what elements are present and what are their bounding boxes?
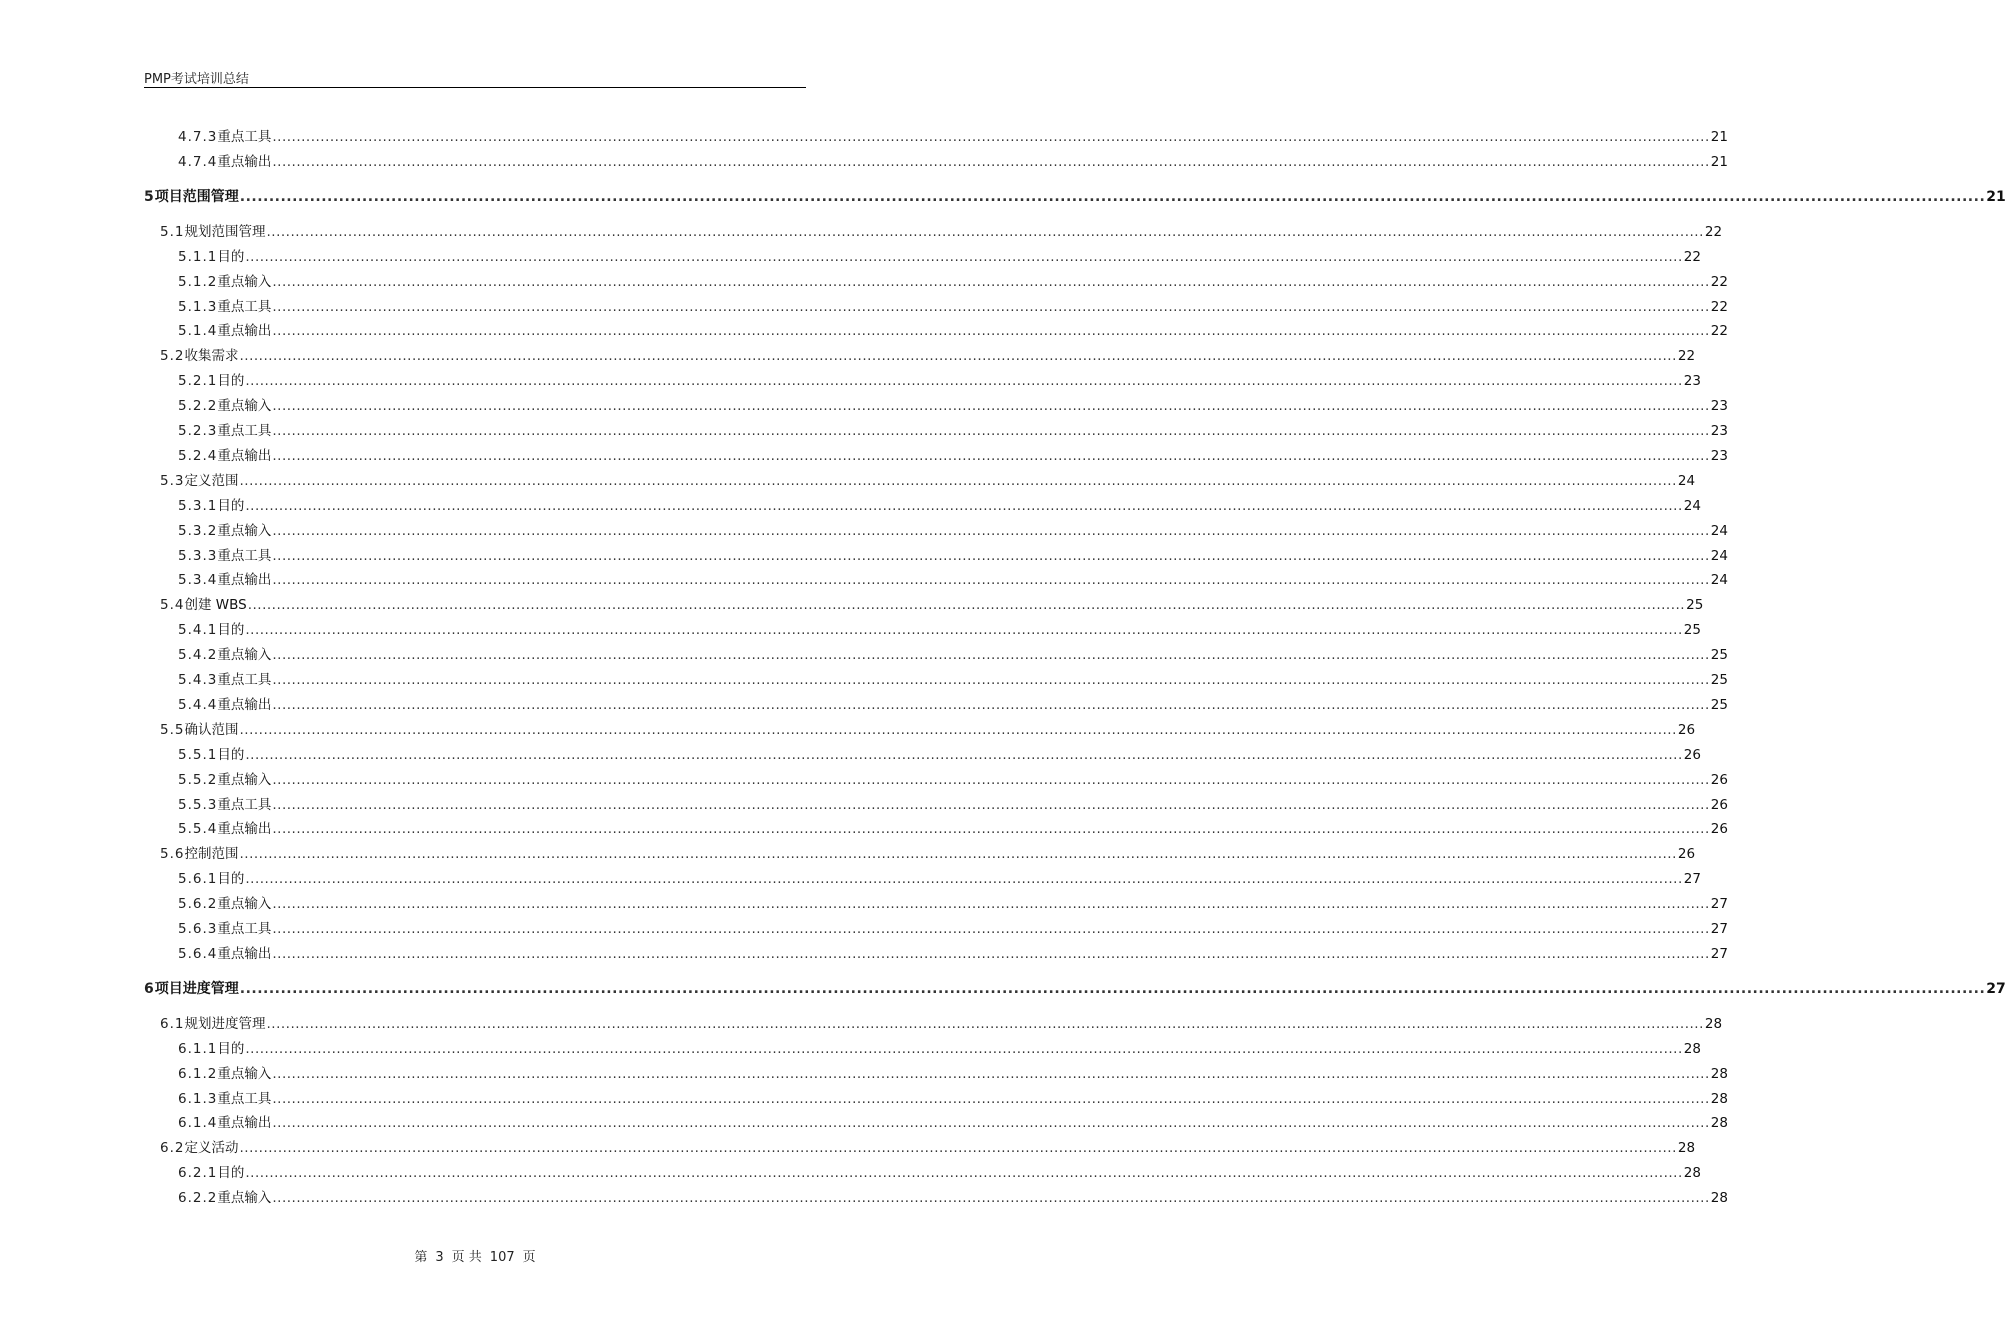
- toc-entry[interactable]: [0, 1089, 1728, 1109]
- toc-entry-title: 重点工具: [217, 547, 272, 564]
- toc-entry[interactable]: [0, 1014, 1723, 1034]
- toc-entry-page: 22: [1710, 323, 1728, 340]
- toc-dot-leader: ............................................................................................................................................................................................................................................................................................................: [272, 547, 1710, 564]
- toc-entry-number: 5.5.3: [178, 796, 218, 813]
- toc-entry[interactable]: [0, 222, 1723, 242]
- toc-dot-leader: ............................................................................................................................................................................................................................................................................................................: [247, 597, 1686, 614]
- toc-entry-title: 收集需求: [184, 348, 239, 365]
- toc-entry[interactable]: [0, 620, 1701, 640]
- toc-entry-number: 5.6.3: [178, 921, 218, 937]
- toc-entry-title: 重点输出: [217, 447, 272, 464]
- toc-entry[interactable]: [0, 670, 1728, 690]
- toc-entry[interactable]: [0, 421, 1728, 441]
- toc-entry[interactable]: [0, 894, 1728, 914]
- toc-dot-leader: ............................................................................................................................................................................................................................................................................................................: [245, 497, 1683, 514]
- toc-entry-page: 22: [1710, 273, 1728, 290]
- toc-dot-leader: ............................................................................................................................................................................................................................................................................................................: [272, 423, 1710, 439]
- toc-entry-title: 重点输出: [217, 696, 272, 713]
- toc-dot-leader: ............................................................................................................................................................................................................................................................................................................: [272, 1090, 1710, 1107]
- toc-entry-number: 5.3.2: [178, 522, 218, 539]
- footer-middle: 页 共: [451, 1250, 482, 1265]
- toc-entry-number: 6.1.1: [178, 1040, 218, 1057]
- toc-entry[interactable]: [0, 471, 1696, 491]
- toc-entry[interactable]: [0, 1064, 1728, 1084]
- toc-dot-leader: ............................................................................................................................................................................................................................................................................................................: [245, 871, 1683, 888]
- toc-dot-leader: ............................................................................................................................................................................................................................................................................................................: [272, 129, 1710, 145]
- toc-entry-page: 27: [1986, 980, 2006, 997]
- toc-entry[interactable]: [0, 371, 1701, 391]
- toc-entry-page: 22: [1683, 248, 1701, 265]
- toc-entry-title: 规划范围管理: [184, 223, 266, 240]
- toc-dot-leader: ............................................................................................................................................................................................................................................................................................................: [245, 1040, 1683, 1057]
- toc-entry-title: 重点输出: [217, 572, 272, 589]
- toc-entry-page: 24: [1710, 572, 1728, 589]
- toc-entry[interactable]: [0, 546, 1728, 566]
- toc-entry-title: 重点输入: [217, 1065, 272, 1082]
- toc-dot-leader: ............................................................................................................................................................................................................................................................................................................: [266, 223, 1704, 240]
- toc-entry[interactable]: [0, 346, 1696, 366]
- toc-entry-number: 6: [144, 980, 155, 997]
- toc-entry-page: 28: [1710, 1065, 1728, 1082]
- toc-entry-title: 目的: [217, 746, 245, 763]
- toc-entry[interactable]: [0, 979, 2006, 999]
- header-divider: [144, 87, 806, 88]
- toc-entry-number: 5.4.3: [178, 672, 218, 688]
- toc-entry-number: 6.1.4: [178, 1115, 218, 1132]
- toc-entry-title: 重点输入: [217, 398, 272, 415]
- toc-entry-number: 6.2: [160, 1140, 185, 1157]
- toc-entry-page: 21: [1986, 188, 2006, 205]
- toc-entry-title: 项目进度管理: [154, 980, 239, 997]
- toc-entry-page: 26: [1677, 721, 1696, 738]
- toc-dot-leader: ............................................................................................................................................................................................................................................................................................................: [272, 672, 1710, 688]
- toc-dot-leader: ............................................................................................................................................................................................................................................................................................................: [272, 323, 1710, 340]
- toc-dot-leader: ............................................................................................................................................................................................................................................................................................................: [245, 1165, 1683, 1182]
- toc-dot-leader: ............................................................................................................................................................................................................................................................................................................: [245, 373, 1683, 390]
- toc-entry-title: 目的: [217, 1165, 245, 1182]
- toc-entry-number: 5.1.1: [178, 248, 218, 265]
- toc-entry-page: 22: [1710, 298, 1728, 315]
- toc-dot-leader: ............................................................................................................................................................................................................................................................................................................: [272, 1065, 1710, 1082]
- toc-entry-page: 25: [1710, 647, 1728, 664]
- header-title: PMP考试培训总结: [144, 72, 249, 87]
- toc-entry[interactable]: [0, 595, 1704, 615]
- toc-entry-title: 重点工具: [217, 921, 272, 937]
- toc-entry[interactable]: [0, 321, 1728, 341]
- toc-entry-title: 定义范围: [184, 472, 239, 489]
- toc-entry-title: 重点工具: [217, 672, 272, 688]
- toc-entry-page: 23: [1710, 423, 1728, 439]
- toc-entry-page: 22: [1677, 348, 1696, 365]
- toc-dot-leader: ............................................................................................................................................................................................................................................................................................................: [272, 821, 1710, 838]
- toc-entry-title: 重点输出: [217, 945, 272, 962]
- toc-entry-title: 重点输出: [217, 323, 272, 340]
- toc-entry-title: 目的: [217, 248, 245, 265]
- toc-entry[interactable]: [0, 720, 1696, 740]
- toc-entry[interactable]: [0, 745, 1701, 765]
- toc-entry-page: 27: [1710, 945, 1728, 962]
- toc-dot-leader: ............................................................................................................................................................................................................................................................................................................: [272, 696, 1710, 713]
- toc-entry-number: 4.7.4: [178, 153, 218, 170]
- toc-entry-number: 6.1.2: [178, 1065, 218, 1082]
- toc-entry[interactable]: [0, 645, 1728, 665]
- toc-entry-number: 5.1.2: [178, 273, 218, 290]
- toc-entry-number: 5.6.2: [178, 896, 218, 913]
- toc-entry-page: 27: [1710, 921, 1728, 937]
- toc-entry-page: 25: [1710, 696, 1728, 713]
- toc-dot-leader: ............................................................................................................................................................................................................................................................................................................: [272, 572, 1710, 589]
- toc-entry-number: 5.1: [160, 223, 185, 240]
- toc-entry[interactable]: [0, 127, 1728, 147]
- toc-dot-leader: ............................................................................................................................................................................................................................................................................................................: [245, 622, 1683, 639]
- toc-entry[interactable]: [0, 272, 1728, 292]
- toc-entry[interactable]: [0, 1163, 1701, 1183]
- toc-dot-leader: ............................................................................................................................................................................................................................................................................................................: [239, 980, 1986, 997]
- toc-entry-number: 5.3.1: [178, 497, 218, 514]
- toc-dot-leader: ............................................................................................................................................................................................................................................................................................................: [272, 796, 1710, 813]
- toc-entry-title: 创建 WBS: [184, 597, 247, 614]
- toc-dot-leader: ............................................................................................................................................................................................................................................................................................................: [239, 1140, 1677, 1157]
- toc-entry[interactable]: [0, 152, 1728, 172]
- toc-entry-title: 目的: [217, 622, 245, 639]
- toc-dot-leader: ............................................................................................................................................................................................................................................................................................................: [272, 298, 1710, 315]
- toc-dot-leader: ............................................................................................................................................................................................................................................................................................................: [272, 771, 1710, 788]
- toc-entry-page: 28: [1683, 1165, 1701, 1182]
- toc-entry-number: 5.4.4: [178, 696, 218, 713]
- toc-dot-leader: ............................................................................................................................................................................................................................................................................................................: [239, 188, 1986, 205]
- toc-entry-title: 重点输入: [217, 273, 272, 290]
- toc-entry[interactable]: [0, 819, 1728, 839]
- toc-entry[interactable]: [0, 297, 1728, 317]
- toc-entry[interactable]: [0, 1138, 1696, 1158]
- toc-dot-leader: ............................................................................................................................................................................................................................................................................................................: [272, 896, 1710, 913]
- toc-entry-page: 28: [1704, 1015, 1723, 1032]
- toc-dot-leader: ............................................................................................................................................................................................................................................................................................................: [272, 1190, 1710, 1207]
- toc-entry-title: 重点工具: [217, 423, 272, 439]
- footer-suffix: 页: [522, 1250, 536, 1265]
- toc-entry-page: 27: [1683, 871, 1701, 888]
- toc-entry-number: 5.3.4: [178, 572, 218, 589]
- toc-entry-title: 重点工具: [217, 298, 272, 315]
- toc-dot-leader: ............................................................................................................................................................................................................................................................................................................: [272, 522, 1710, 539]
- toc-entry-number: 5.6.1: [178, 871, 218, 888]
- toc-dot-leader: ............................................................................................................................................................................................................................................................................................................: [245, 746, 1683, 763]
- toc-entry-number: 5.5.4: [178, 821, 218, 838]
- toc-entry-page: 28: [1683, 1040, 1701, 1057]
- toc-entry-title: 重点输入: [217, 1190, 272, 1207]
- toc-entry-page: 23: [1710, 398, 1728, 415]
- toc-dot-leader: ............................................................................................................................................................................................................................................................................................................: [239, 348, 1677, 365]
- toc-entry-page: 23: [1683, 373, 1701, 390]
- footer-prefix: 第: [414, 1250, 428, 1265]
- toc-entry-title: 规划进度管理: [184, 1015, 266, 1032]
- toc-entry-page: 28: [1710, 1190, 1728, 1207]
- toc-entry[interactable]: [0, 396, 1728, 416]
- toc-entry-page: 21: [1710, 153, 1728, 170]
- toc-entry-number: 6.2.1: [178, 1165, 218, 1182]
- toc-entry-number: 5.1.3: [178, 298, 218, 315]
- toc-entry-number: 5.2.2: [178, 398, 218, 415]
- toc-entry-number: 5.2.1: [178, 373, 218, 390]
- toc-dot-leader: ............................................................................................................................................................................................................................................................................................................: [272, 945, 1710, 962]
- toc-entry[interactable]: [0, 1039, 1701, 1059]
- toc-entry-page: 23: [1710, 447, 1728, 464]
- toc-entry-number: 5.5.1: [178, 746, 218, 763]
- page-footer: [0, 1246, 950, 1265]
- toc-entry-page: 26: [1710, 821, 1728, 838]
- toc-entry-page: 25: [1710, 672, 1728, 688]
- toc-dot-leader: ............................................................................................................................................................................................................................................................................................................: [272, 921, 1710, 937]
- footer-total-pages: 107: [489, 1250, 515, 1265]
- toc-entry-number: 5.2.3: [178, 423, 218, 439]
- toc-dot-leader: ............................................................................................................................................................................................................................................................................................................: [272, 447, 1710, 464]
- toc-entry[interactable]: [0, 446, 1728, 466]
- toc-entry-page: 24: [1710, 547, 1728, 564]
- toc-entry[interactable]: [0, 496, 1701, 516]
- toc-dot-leader: ............................................................................................................................................................................................................................................................................................................: [245, 248, 1683, 265]
- toc-entry-page: 26: [1710, 771, 1728, 788]
- toc-entry-page: 26: [1677, 846, 1696, 863]
- toc-entry-page: 25: [1683, 622, 1701, 639]
- toc-entry-title: 目的: [217, 497, 245, 514]
- toc-entry-number: 5.3: [160, 472, 185, 489]
- toc-entry[interactable]: [0, 695, 1728, 715]
- toc-entry-title: 项目范围管理: [154, 188, 239, 205]
- toc-entry-page: 24: [1683, 497, 1701, 514]
- toc-dot-leader: ............................................................................................................................................................................................................................................................................................................: [239, 472, 1677, 489]
- toc-entry-number: 6.1.3: [178, 1090, 218, 1107]
- toc-entry-title: 重点输出: [217, 821, 272, 838]
- toc-entry-page: 26: [1683, 746, 1701, 763]
- toc-entry[interactable]: [0, 570, 1728, 590]
- toc-entry-page: 24: [1677, 472, 1696, 489]
- toc-entry-title: 确认范围: [184, 721, 239, 738]
- toc-entry-number: 5.2: [160, 348, 185, 365]
- toc-entry[interactable]: [0, 944, 1728, 964]
- toc-entry-number: 5.4.1: [178, 622, 218, 639]
- toc-entry[interactable]: [0, 844, 1696, 864]
- toc-entry-page: 28: [1677, 1140, 1696, 1157]
- toc-entry-page: 28: [1710, 1115, 1728, 1132]
- toc-entry[interactable]: [0, 919, 1728, 939]
- toc-entry-title: 重点输入: [217, 522, 272, 539]
- toc-entry[interactable]: [0, 247, 1701, 267]
- toc-entry[interactable]: [0, 1188, 1728, 1208]
- toc-entry-number: 5.4.2: [178, 647, 218, 664]
- toc-entry[interactable]: [0, 521, 1728, 541]
- toc-entry-page: 22: [1704, 223, 1723, 240]
- toc-entry-page: 21: [1710, 129, 1728, 145]
- toc-entry-title: 重点输入: [217, 896, 272, 913]
- toc-dot-leader: ............................................................................................................................................................................................................................................................................................................: [272, 1115, 1710, 1132]
- toc-entry-title: 重点输入: [217, 647, 272, 664]
- toc-entry-number: 6.2.2: [178, 1190, 218, 1207]
- toc-entry-title: 目的: [217, 1040, 245, 1057]
- toc-entry-number: 5.5.2: [178, 771, 218, 788]
- toc-entry-title: 重点输入: [217, 771, 272, 788]
- toc-entry-page: 27: [1710, 896, 1728, 913]
- toc-entry-number: 5.3.3: [178, 547, 218, 564]
- toc-entry-number: 5.1.4: [178, 323, 218, 340]
- toc-dot-leader: ............................................................................................................................................................................................................................................................................................................: [239, 846, 1677, 863]
- toc-entry-title: 控制范围: [184, 846, 239, 863]
- toc-entry-title: 重点工具: [217, 1090, 272, 1107]
- toc-dot-leader: ............................................................................................................................................................................................................................................................................................................: [272, 647, 1710, 664]
- footer-current-page: 3: [435, 1250, 444, 1265]
- toc-entry-page: 26: [1710, 796, 1728, 813]
- toc-entry-number: 5.6.4: [178, 945, 218, 962]
- toc-entry-page: 28: [1710, 1090, 1728, 1107]
- toc-dot-leader: ............................................................................................................................................................................................................................................................................................................: [272, 153, 1710, 170]
- toc-entry-number: 5.5: [160, 721, 185, 738]
- toc-entry-number: 5.6: [160, 846, 185, 863]
- toc-dot-leader: ............................................................................................................................................................................................................................................................................................................: [272, 273, 1710, 290]
- toc-entry-title: 重点工具: [217, 129, 272, 145]
- toc-entry[interactable]: [0, 869, 1701, 889]
- toc-dot-leader: ............................................................................................................................................................................................................................................................................................................: [239, 721, 1677, 738]
- toc-entry-title: 目的: [217, 373, 245, 390]
- toc-entry[interactable]: [0, 187, 2006, 207]
- toc-entry[interactable]: [0, 1113, 1728, 1133]
- toc-entry-number: 5: [144, 188, 155, 205]
- toc-entry-title: 定义活动: [184, 1140, 239, 1157]
- toc-entry-page: 24: [1710, 522, 1728, 539]
- toc-entry-number: 5.2.4: [178, 447, 218, 464]
- toc-entry-number: 4.7.3: [178, 129, 218, 145]
- toc-dot-leader: ............................................................................................................................................................................................................................................................................................................: [266, 1015, 1704, 1032]
- toc-entry-number: 6.1: [160, 1015, 185, 1032]
- toc-entry-number: 5.4: [160, 597, 185, 614]
- toc-entry-title: 重点输出: [217, 1115, 272, 1132]
- toc-entry-title: 目的: [217, 871, 245, 888]
- toc-dot-leader: ............................................................................................................................................................................................................................................................................................................: [272, 398, 1710, 415]
- toc-entry-page: 25: [1686, 597, 1704, 614]
- toc-entry-title: 重点工具: [217, 796, 272, 813]
- toc-entry[interactable]: [0, 795, 1728, 815]
- toc-entry-title: 重点输出: [217, 153, 272, 170]
- toc-entry[interactable]: [0, 770, 1728, 790]
